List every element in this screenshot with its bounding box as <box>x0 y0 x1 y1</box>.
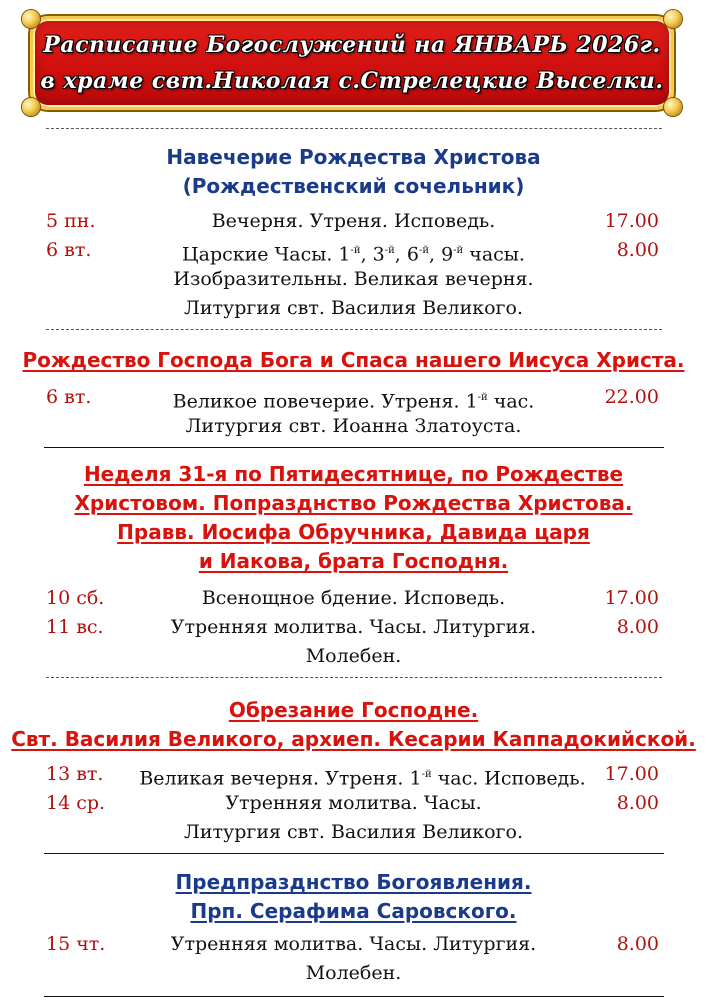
schedule-row <box>0 789 707 818</box>
schedule-row <box>0 930 707 959</box>
day-label: 10 сб. <box>46 587 105 609</box>
section-nativity <box>0 330 707 441</box>
corner-ornament-icon <box>664 98 682 116</box>
schedule-row <box>0 207 707 236</box>
time-label: 8.00 <box>616 239 659 261</box>
time-label: 22.00 <box>604 386 659 408</box>
day-label: 6 вт. <box>46 386 92 408</box>
section-title: Обрезание Господне. <box>228 698 479 722</box>
day-label: 5 пн. <box>46 210 96 232</box>
service-continuation: Литургия свт. Василия Великого. <box>184 821 523 843</box>
service-text: Великое повечерие. Утреня. $1^{-й}$ час. <box>172 390 535 413</box>
day-label: 13 вт. <box>46 763 104 785</box>
service-continuation: Молебен. <box>305 645 402 667</box>
section-title: и Иакова, брата Господня. <box>198 549 509 573</box>
time-label: 17.00 <box>604 763 659 785</box>
section-divider <box>44 996 664 997</box>
section-title: Неделя 31-я по Пятидесятнице, по Рождестве <box>83 462 624 486</box>
section-title: Навечерие Рождества Христова <box>166 145 541 169</box>
schedule-row <box>0 584 707 613</box>
service-continuation: Молебен. <box>305 962 402 984</box>
section-title: Рождество Господа Бога и Спаса нашего Иисуса Христа. <box>22 348 685 372</box>
section-sunday-31 <box>0 448 707 671</box>
banner-title-line-2: в храме свт.Николая с.Стрелецкие Выселки. <box>40 68 664 94</box>
time-label: 8.00 <box>616 933 659 955</box>
schedule-row <box>0 383 707 412</box>
section-title: Предпразднство Богоявления. <box>175 870 532 894</box>
day-label: 11 вс. <box>46 616 104 638</box>
corner-ornament-icon <box>22 98 40 116</box>
schedule-row <box>0 760 707 789</box>
section-title: Христовом. Попразднство Рождества Христова. <box>74 491 633 515</box>
day-label: 6 вт. <box>46 239 92 261</box>
day-label: 14 ср. <box>46 792 106 814</box>
section-theophany-forefeast <box>0 854 707 988</box>
service-continuation: Литургия свт. Иоанна Златоуста. <box>185 415 522 437</box>
corner-ornament-icon <box>22 10 40 28</box>
service-text: Великая вечерня. Утреня. $1^{-й}$ час. Исповедь. <box>139 767 586 790</box>
section-title: (Рождественский сочельник) <box>182 174 525 198</box>
day-label: 15 чт. <box>46 933 106 955</box>
service-text: Вечерня. Утреня. Исповедь. <box>211 210 496 232</box>
banner-title-line-1: Расписание Богослужений на ЯНВАРЬ 2026г. <box>43 32 661 58</box>
time-label: 17.00 <box>604 210 659 232</box>
time-label: 8.00 <box>616 792 659 814</box>
section-circumcision <box>0 678 707 847</box>
section-title: Правв. Иосифа Обручника, Давида царя <box>117 520 590 544</box>
schedule-row <box>0 236 707 265</box>
section-christmas-eve <box>0 129 707 323</box>
service-text: Утренняя молитва. Часы. Литургия. <box>170 933 537 955</box>
section-title: Прп. Серафима Саровского. <box>190 899 517 923</box>
corner-ornament-icon <box>664 10 682 28</box>
service-text: Всенощное бдение. Исповедь. <box>201 587 506 609</box>
service-text: Царские Часы. $1^{-й}$, $3^{-й}$, $6^{-й}$, $9^{-й}$ часы. <box>182 243 525 266</box>
service-continuation: Изобразительны. Великая вечерня. <box>173 268 534 290</box>
service-text: Утренняя молитва. Часы. Литургия. <box>170 616 537 638</box>
header-banner <box>24 12 680 114</box>
section-title: Свт. Василия Великого, архиеп. Кесарии Каппадокийской. <box>11 727 696 751</box>
schedule-row <box>0 613 707 642</box>
time-label: 8.00 <box>616 616 659 638</box>
service-continuation: Литургия свт. Василия Великого. <box>184 297 523 319</box>
time-label: 17.00 <box>604 587 659 609</box>
banner-panel <box>30 16 674 110</box>
schedule <box>0 118 707 997</box>
service-text: Утренняя молитва. Часы. <box>225 792 482 814</box>
